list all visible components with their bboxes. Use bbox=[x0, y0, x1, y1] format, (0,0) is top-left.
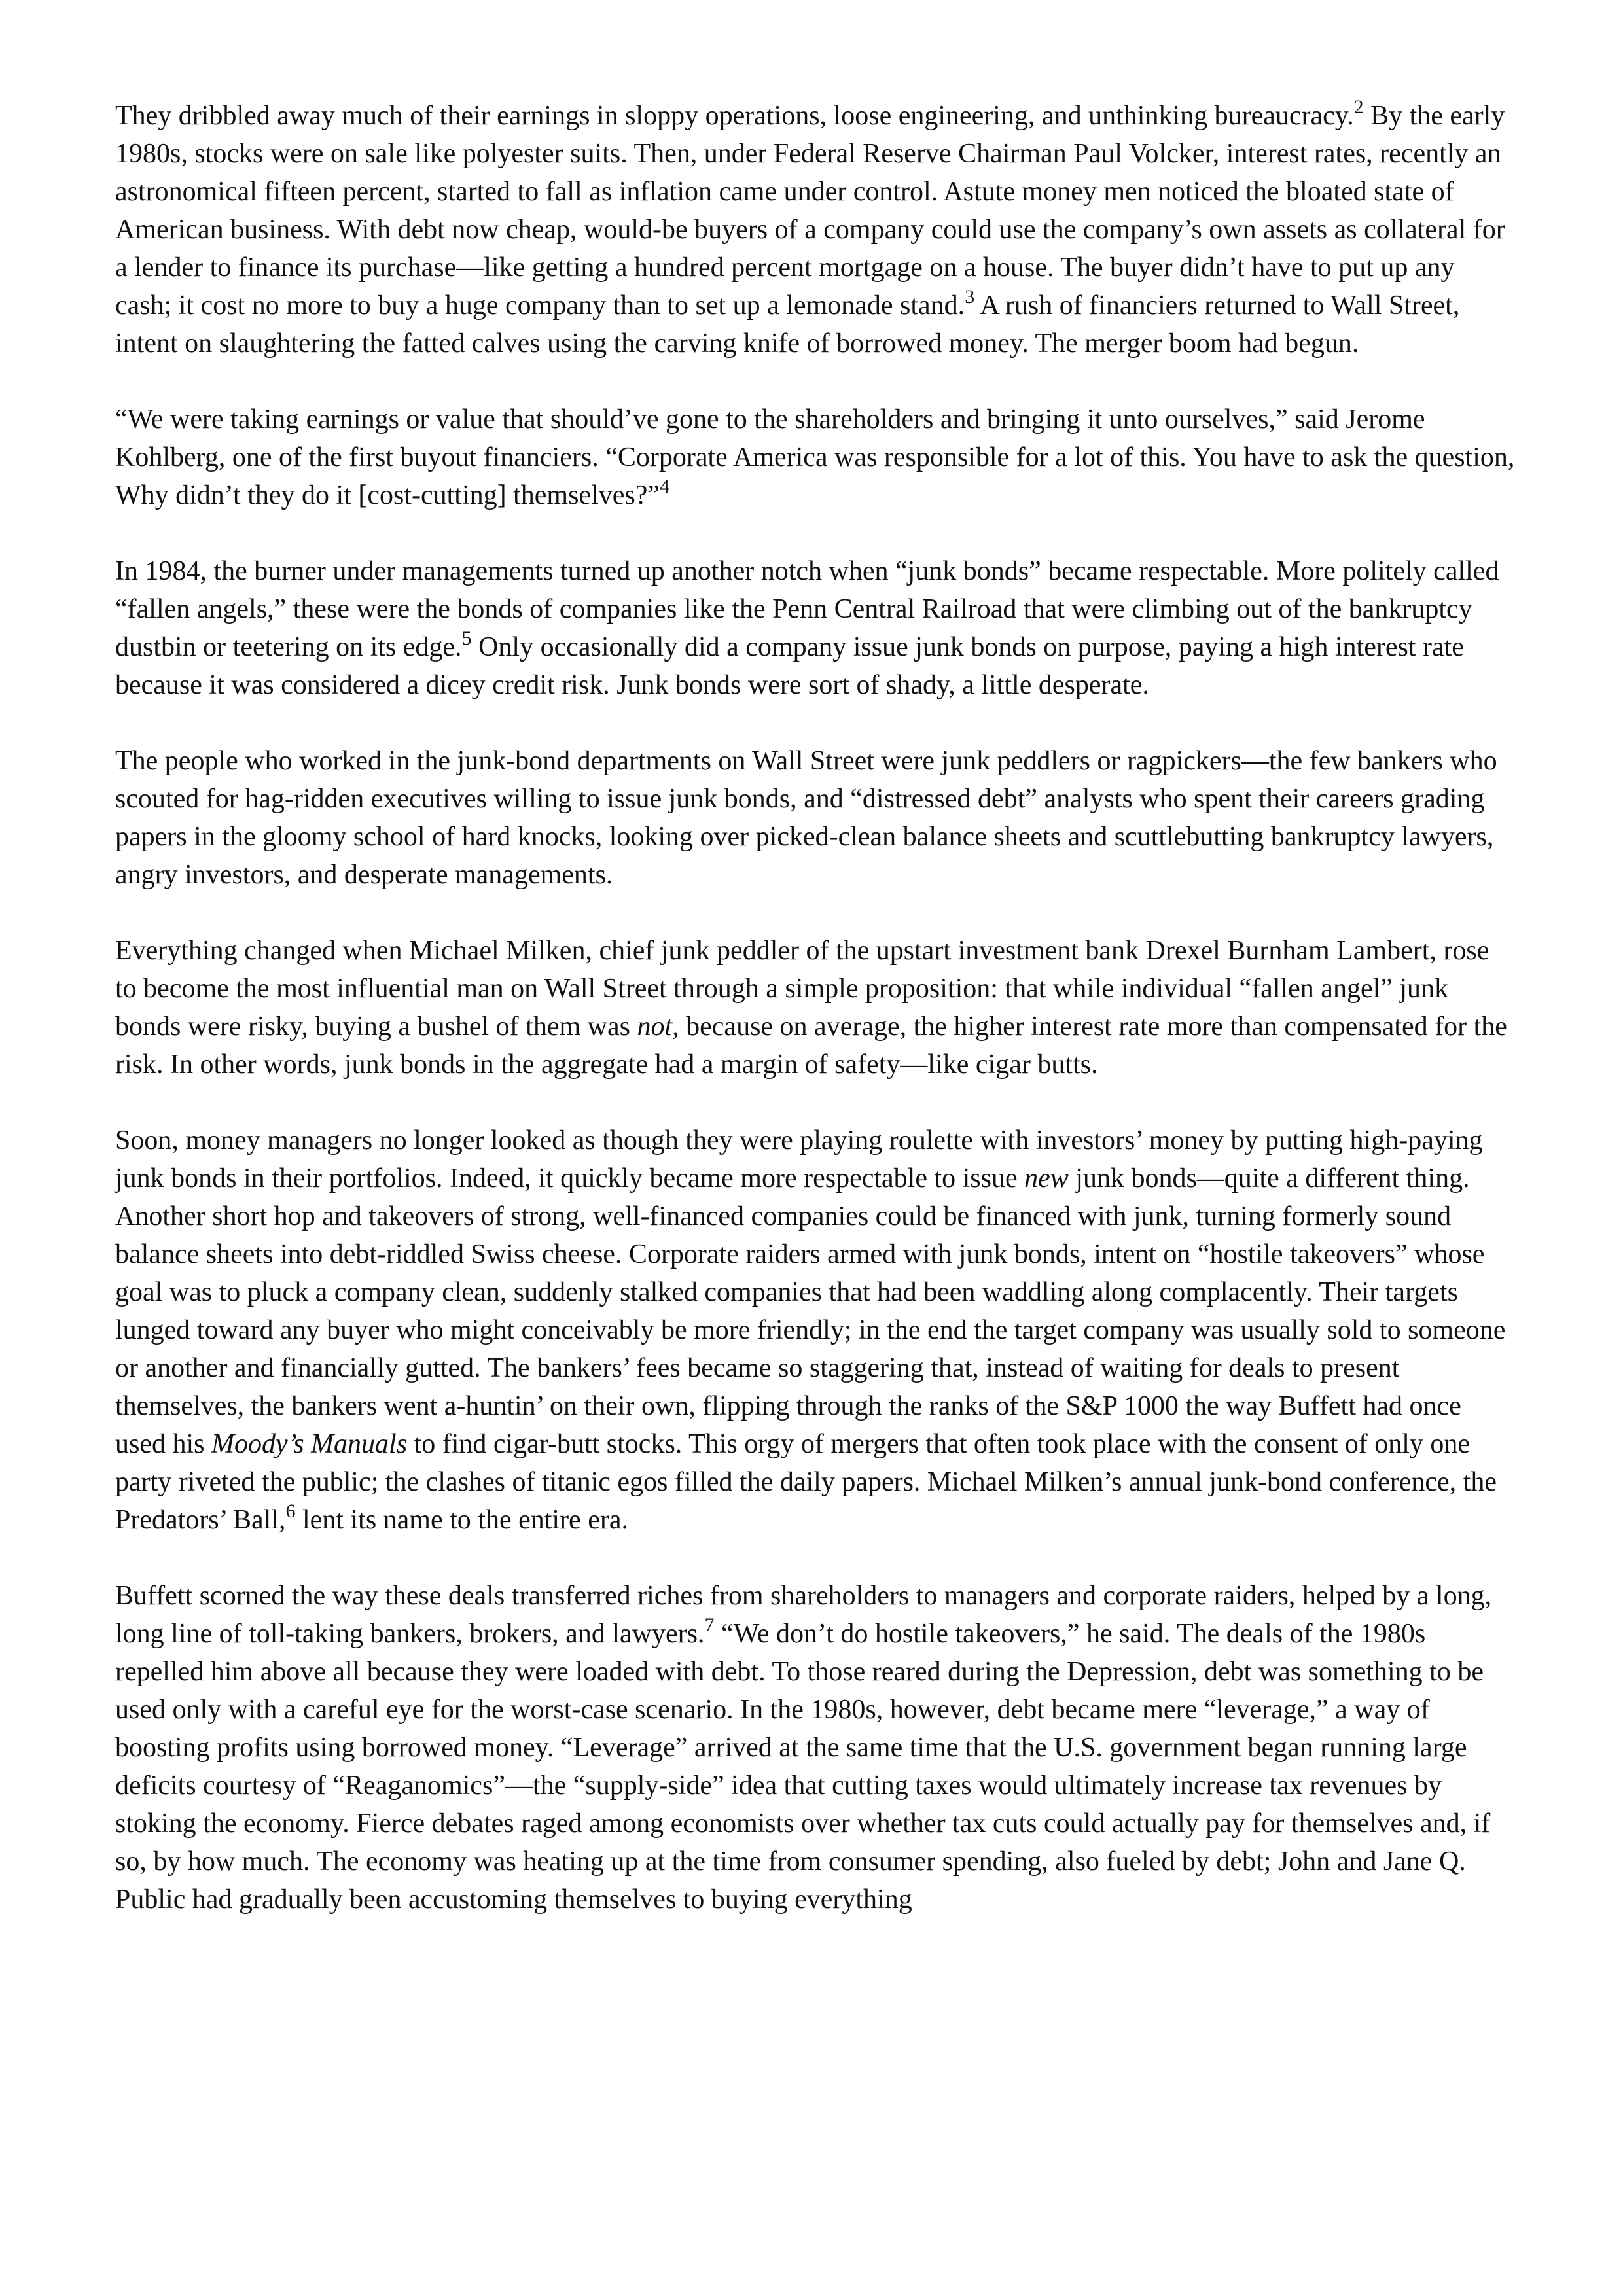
text-span: junk bonds—quite a different thing. Another short hop and takeovers of strong, well-financed companies could be financed with junk, turning formerly sound balance sheets into debt-riddled Swiss cheese. Corporate raiders armed with junk bonds, intent on “hostile takeovers” whose goal was to pluck a company clean, suddenly stalked companies that had been waddling along complacently. Their targets lunged toward any buyer who might conceivably be more friendly; in the end the target company was usually sold to someone or another and financially gutted. The bankers’ fees became so staggering that, instead of waiting for deals to present themselves, the bankers went a-huntin’ on their own, flipping through the ranks of the S&P 1000 the way Buffett had once used his bbox=[115, 1163, 1506, 1459]
text-span: The people who worked in the junk-bond departments on Wall Street were junk peddlers or ragpickers—the few bankers who scouted for hag-ridden executives willing to issue junk bonds, and “distressed debt” analysts who spent their careers grading papers in the gloomy school of hard knocks, looking over picked-clean balance sheets and scuttlebutting bankruptcy lawyers, angry investors, and desperate managements. bbox=[115, 746, 1497, 890]
text-span: Only occasionally did a company issue junk bonds on purpose, paying a high interest rate because it was considered a dicey credit risk. Junk bonds were sort of shady, a little desperate. bbox=[115, 632, 1464, 700]
text-span: By the early 1980s, stocks were on sale like polyester suits. Then, under Federal Reserve Chairman Paul Volcker, interest rates, recently an astronomical fifteen percent, started to fall as inflation came under control. Astute money men noticed the bloated state of American business. With debt now cheap, would-be buyers of a company could use the company’s own assets as collateral for a lender to finance its purchase—like getting a hundred percent mortgage on a house. The buyer didn’t have to put up any cash; it cost no more to buy a huge company than to set up a lemonade stand. bbox=[115, 101, 1505, 321]
italic-book-title: Moody’s Manuals bbox=[211, 1429, 408, 1459]
paragraph-1 bbox=[115, 97, 1516, 362]
text-span: because on average, the higher interest rate more than compensated for the risk. In other words, junk bonds in the aggregate had a margin of safety—like cigar butts. bbox=[115, 1012, 1507, 1080]
footnote-marker-5: 5 bbox=[461, 627, 472, 649]
footnote-marker-2: 2 bbox=[1353, 96, 1364, 118]
paragraph-3 bbox=[115, 552, 1516, 704]
paragraph-2 bbox=[115, 400, 1516, 514]
paragraph-5 bbox=[115, 932, 1516, 1084]
footnote-marker-4: 4 bbox=[660, 476, 670, 497]
document-page bbox=[115, 97, 1516, 1918]
text-span: Buffett scorned the way these deals transferred riches from shareholders to managers and corporate raiders, helped by a long, long line of toll-taking bankers, brokers, and lawyers. bbox=[115, 1581, 1492, 1649]
text-span: In 1984, the burner under managements turned up another notch when “junk bonds” became respectable. More politely called “fallen angels,” these were the bonds of companies like the Penn Central Railroad that were climbing out of the bankruptcy dustbin or teetering on its edge. bbox=[115, 556, 1499, 662]
text-span: “We were taking earnings or value that should’ve gone to the shareholders and bringing it unto ourselves,” said Jerome Kohlberg, one of the first buyout financiers. “Corporate America was responsible for a lot of this. You have to ask the question, Why didn’t they do it [cost-cutting] themselves?” bbox=[115, 404, 1515, 510]
text-span: Everything changed when Michael Milken, chief junk peddler of the upstart investment bank Drexel Burnham Lambert, rose to become the most influential man on Wall Street through a simple proposition: that while individual “fallen angel” junk bonds were risky, buying a bushel of them was bbox=[115, 936, 1489, 1042]
text-span: lent its name to the entire era. bbox=[295, 1505, 628, 1535]
text-span: “We don’t do hostile takeovers,” he said. The deals of the 1980s repelled him above all because they were loaded with debt. To those reared during the Depression, debt was something to be used only with a careful eye for the worst-case scenario. In the 1980s, however, debt became mere “leverage,” a way of boosting profits using borrowed money. “Leverage” arrived at the same time that the U.S. government began running large deficits courtesy of “Reaganomics”—the “supply-side” idea that cutting taxes would ultimately increase tax revenues by stoking the economy. Fierce debates raged among economists over whether tax cuts could actually pay for themselves and, if so, by how much. The economy was heating up at the time from consumer spending, also fueled by debt; John and Jane Q. Public had gradually been accustoming themselves to buying everything bbox=[115, 1619, 1491, 1915]
text-span: A rush of financiers returned to Wall Street, intent on slaughtering the fatted calves using the carving knife of borrowed money. The merger boom had begun. bbox=[115, 291, 1460, 359]
footnote-marker-3: 3 bbox=[965, 286, 975, 308]
footnote-marker-7: 7 bbox=[704, 1614, 715, 1636]
paragraph-6 bbox=[115, 1122, 1516, 1539]
italic-emphasis: not, bbox=[637, 1012, 679, 1042]
italic-emphasis: new bbox=[1024, 1163, 1069, 1193]
footnote-marker-6: 6 bbox=[285, 1500, 296, 1522]
paragraph-7 bbox=[115, 1577, 1516, 1918]
text-span: They dribbled away much of their earnings in sloppy operations, loose engineering, and unthinking bureaucracy. bbox=[115, 101, 1354, 131]
paragraph-4 bbox=[115, 742, 1516, 894]
text-span: Soon, money managers no longer looked as though they were playing roulette with investors’ money by putting high-paying junk bonds in their portfolios. Indeed, it quickly became more respectable to issue bbox=[115, 1125, 1483, 1193]
text-span: to find cigar-butt stocks. This orgy of mergers that often took place with the consent of only one party riveted the public; the clashes of titanic egos filled the daily papers. Michael Milken’s annual junk-bond conference, the Predators’ Ball, bbox=[115, 1429, 1497, 1535]
